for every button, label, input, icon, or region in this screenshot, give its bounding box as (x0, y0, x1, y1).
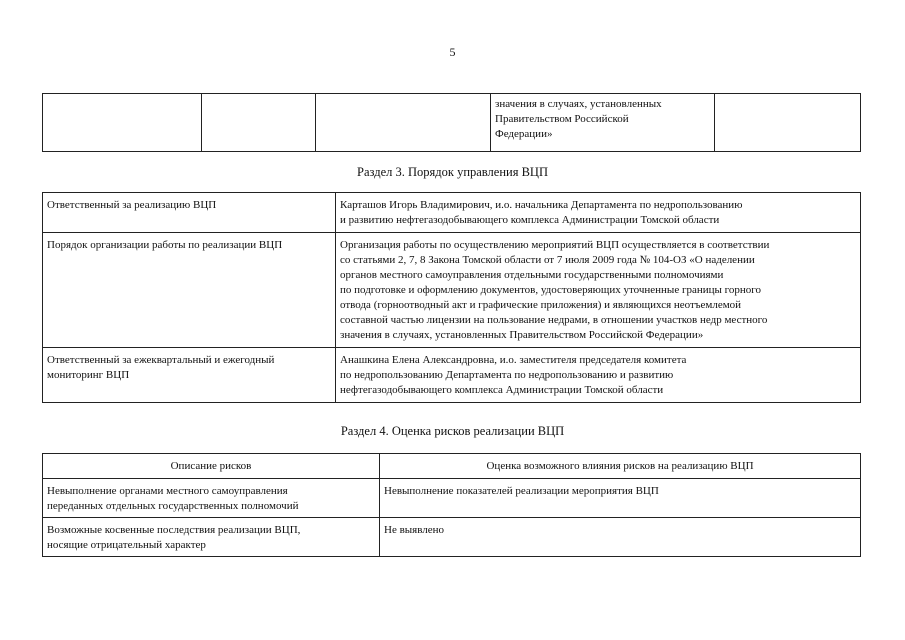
risk-impact: Невыполнение показателей реализации мероприятия ВЦП (380, 479, 861, 518)
table-cell (715, 94, 861, 152)
section-3-heading: Раздел 3. Порядок управления ВЦП (357, 165, 548, 179)
table-cell (316, 94, 491, 152)
row-value: Анашкина Елена Александровна, и.о. заместителя председателя комитета по недропользованию Департамента по недропользованию и развитию нефтегазодобывающего комплекса Администрации Томской области (336, 348, 861, 403)
column-header: Оценка возможного влияния рисков на реализацию ВЦП (380, 454, 861, 479)
page-number: 5 (449, 45, 456, 59)
section-4-heading: Раздел 4. Оценка рисков реализации ВЦП (340, 424, 565, 438)
risk-description: Возможные косвенные последствия реализации ВЦП, носящие отрицательный характер (43, 518, 380, 557)
row-value: Карташов Игорь Владимирович, и.о. начальника Департамента по недропользованию и развитию нефтегазодобывающего комплекса Администрации Томской области (336, 193, 861, 233)
continuation-table (42, 93, 861, 152)
table-row (43, 94, 861, 152)
table-header-row (43, 454, 861, 479)
row-label: Ответственный за реализацию ВЦП (43, 193, 336, 233)
table-row (43, 193, 861, 233)
table-row (43, 233, 861, 348)
table-cell: значения в случаях, установленных Правительством Российской Федерации» (491, 94, 715, 152)
column-header: Описание рисков (43, 454, 380, 479)
table-row (43, 479, 861, 518)
table-row (43, 348, 861, 403)
row-label: Порядок организации работы по реализации ВЦП (43, 233, 336, 348)
risks-table (42, 453, 861, 557)
table-cell (202, 94, 316, 152)
risk-description: Невыполнение органами местного самоуправления переданных отдельных государственных полномочий (43, 479, 380, 518)
management-table (42, 192, 861, 403)
table-row (43, 518, 861, 557)
row-label: Ответственный за ежеквартальный и ежегодный мониторинг ВЦП (43, 348, 336, 403)
row-value: Организация работы по осуществлению мероприятий ВЦП осуществляется в соответствии со статьями 2, 7, 8 Закона Томской области от 7 июля 2009 года № 104-ОЗ «О наделении органов местного самоуправления отдельными государственными полномочиями по подготовке и оформлению документов, удостоверяющих уточненные границы горного отвода (горноотводный акт и графические приложения) и являющихся неотъемлемой составной частью лицензии на пользование недрами, в отношении участков недр местного значения в случаях, установленных Правительством Российской Федерации» (336, 233, 861, 348)
risk-impact: Не выявлено (380, 518, 861, 557)
table-cell (43, 94, 202, 152)
